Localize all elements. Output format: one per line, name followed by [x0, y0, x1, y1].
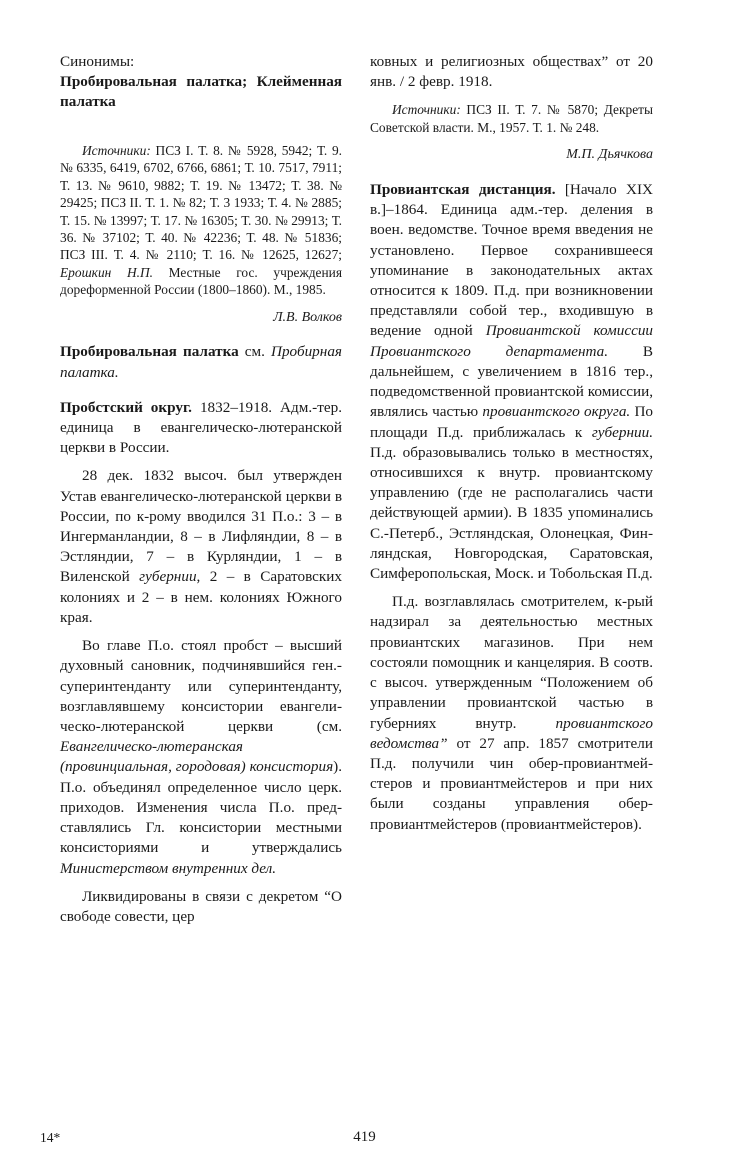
entry-3-p2-b: ). П.о. объединял определенное число церк. приходов. Изменения числа П.о. представлялись Гл. консистории местными консисториями и утверждались: [60, 758, 342, 857]
entry-4-b: В дальнейшем, с увеличением в 1816 тер., подведомственной провиантской комиссии, являлись частью: [370, 342, 653, 421]
entry-4-italic-2: провиантского округа.: [482, 403, 631, 421]
entry-4-paragraph-2: [370, 592, 653, 835]
sources-author-citation-1: Ерошкин Н.П.: [60, 264, 153, 280]
sources-tail-1: Местные гос. учреждения дореформенной России (1800–1860). М., 1985.: [60, 264, 342, 298]
entry-4-italic-3: губернии.: [591, 423, 653, 441]
entry-4-d: П.д. образовывались только в местностях, относившихся к внутр. провиантскому управлению (где не располагались части действующей армии). В 1835 упоминались С.-Петерб., Эстляндская, Олонецкая, Финляндская, Новгородская, Саратовская, Симферопольская, Моск. и Тобольская П.д.: [370, 443, 653, 583]
entry-3-paragraph-3: Ликвидированы в связи с декретом “О свободе совести, цер: [60, 887, 342, 925]
entry-proviantskaya-distanciya: [370, 180, 653, 584]
entry-4-p2-a: П.д. возглавлялась смотрителем, к-рый надзирал за деятельностью местных провиантских магазинов. При нем состояли помощник и канцелярия. В соотв. с высоч. утвержденным “Положением об управлении провиантской частью в губерниях внутр.: [370, 593, 653, 732]
entry-probstsky-okrug: [60, 398, 342, 459]
entry-lead-3: 1832–1918. Адм.-тер. единица в евангелическо-лютеранской церкви в России.: [60, 398, 342, 457]
entry-4-italic-1: Провиантской комиссии Провиантского департамента.: [370, 322, 654, 360]
page-number: 419: [353, 1129, 376, 1145]
synonyms-label: Синонимы:: [60, 53, 135, 70]
page-footer: [0, 1129, 729, 1146]
two-column-body: [60, 52, 675, 1092]
entry-crossref-2: Пробирная палатка.: [60, 343, 342, 381]
signature-mark: 14*: [40, 1130, 61, 1145]
sources-label-1: Источники:: [82, 142, 151, 158]
entry-author-1: Л.В. Волков: [273, 309, 342, 325]
entry-4-lead: [Начало XIX в.]–1864. Единица адм.-тер. деления в воен. ведомстве. Точное время введения не установлено. Первое сохранившееся упоминание в законодательных актах относится к 1809. П.д. при возникновении представляли собой тер., входившую в ведение одной: [370, 180, 653, 340]
entry-3-p2-italic-2: Министерством внутренних дел.: [60, 859, 277, 877]
entry-pobirovalnaya-palatka: [60, 342, 342, 382]
entry-4-p2-b: от 27 апр. 1857 смотрители П.д. получили чин обер-провиантмейстеров и провиантмейстеров и при них были созданы управления обер-провиантмейстеров (провиантмейстеров).: [370, 734, 653, 833]
sources-block-2: [370, 101, 653, 136]
left-column: [60, 52, 342, 1092]
entry-4-p2-italic: провиантского ведомства”: [370, 714, 653, 752]
entry-author-2: М.П. Дьячкова: [566, 147, 653, 163]
sources-text-2: ПСЗ II. Т. 7. № 5870; Декреты Советской власти. М., 1957. Т. 1. № 248.: [370, 102, 653, 135]
entry-3-p2-a: Во главе П.о. стоял пробст – высший духовный сановник, подчинявшийся ген.-суперинтенданту или суперинтенданту, возглавлявшему консистории евангелическо-лютеранской церкви (см.: [60, 637, 342, 735]
sources-label-2: Источники:: [392, 102, 461, 118]
sources-block-1: [60, 142, 342, 299]
synonyms-terms: Пробировальная палатка; Клейменная палатка: [60, 73, 342, 111]
entry-3-p2-italic-1: Евангелическо-лютеранская (провинциальная, городовая) консистория: [60, 738, 334, 776]
entry-4-c: По площади П.д. приближалась к: [370, 403, 654, 441]
entry-see-2: см.: [238, 343, 271, 361]
entry-headword-4: Провиантская дистанция.: [370, 180, 556, 198]
continuation-text: ковных и религиозных обществах” от 20 янв. / 2 февр. 1918.: [370, 53, 653, 91]
entry-headword-2: Пробировальная палатка: [60, 343, 239, 361]
sources-text-1: ПСЗ I. Т. 8. № 5928, 5942; Т. 9. № 6335, 6419, 6702, 6766, 6861; Т. 10. 7517, 7911; Т. 13. № 9610, 9882; Т. 19. № 13472; Т. 38. № 29425; ПСЗ II. Т. 1. № 82; Т. 3 1933; Т. 4. № 2885; Т. 15. № 13997; Т. 17. № 16305; Т. 30. № 29913; Т. 36. № 37102; Т. 40. № 42236; Т. 48. № 51836; ПСЗ III. Т. 4. № 2110; Т. 16. № 12625, 12627;: [60, 142, 342, 263]
entry-3-p1-a: 28 дек. 1832 высоч. был утвержден Устав евангелическо-лютеранской церкви в России, по к-рому вводился 31 П.о.: 3 – в Ингерманландии, 8 – в Лифляндии, 8 – в Эстляндии, 7 – в Курляндии, 1 – в Виленской: [60, 467, 342, 586]
right-column: [370, 52, 653, 1092]
entry-3-p1-b: , 2 – в Саратовских колониях и 2 – в нем. колониях Южного края.: [60, 568, 343, 626]
entry-headword-3: Пробстский округ.: [60, 398, 192, 416]
entry-3-paragraph-1: [60, 466, 342, 628]
entry-3-paragraph-2: [60, 636, 342, 879]
entry-3-p1-italic: губернии: [139, 568, 197, 586]
